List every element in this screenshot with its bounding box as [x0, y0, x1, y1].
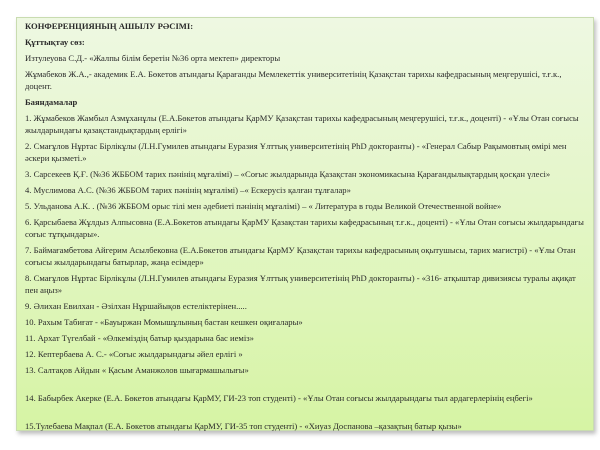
report-item: 10. Рахым Табиғат - «Бауыржан Момышұлының бастан кешкен оқиғалары» [25, 317, 303, 327]
program-panel [16, 17, 594, 431]
greeting-item: Жұмабеков Ж.А.,- академик Е.А. Бөкетов атындағы Қарағанды Мемлекеттік университетінің Қазақстан тарихы кафедрасының меңгерушісі, т.ғ.к., доцент. [25, 69, 562, 91]
report-item: 12. Кептербаева А. С.- «Соғыс жылдарындағы әйел ерлігі » [25, 349, 243, 359]
report-item: 4. Муслимова А.С. (№36 ЖББОМ тарих пәнінің мұғалімі) –« Ескерусіз қалған тұлғалар» [25, 185, 351, 195]
report-item: 11. Архат Түгелбай - «Өлкемiздiң батыр қыздарына бас иеміз» [25, 333, 254, 343]
greeting-item: Изтулеуова С.Д.- «Жалпы білім беретін №36 орта мектеп» директоры [25, 53, 281, 63]
report-item: 7. Баймағамбетова Айгерим Асылбековна (Е.А.Бөкетов атындағы ҚарМУ Қазақстан тарихы кафедрасының оқытушысы, тарих магистрі) - «Ұлы Отан соғысы жылдарындағы батырлар, жаңа есімдер» [25, 245, 576, 267]
report-item: 1. Жұмабеков Жамбыл Азмұханұлы (Е.А.Бөкетов атындағы ҚарМУ Қазақстан тарихы кафедрасының меңгерушісі, т.ғ.к., доценті) - «Ұлы Отан соғысы жылдарындағы қазақстандықтардың ерлігі» [25, 113, 579, 135]
report-item: 5. Ульданова А.К. . (№36 ЖББОМ орыс тілі мен әдебиеті пәнінің мұғалімі) – « Литература в годы Великой Отечественной войне» [25, 201, 502, 211]
report-item: 2. Смағұлов Нұртас Бірлікұлы (Л.Н.Гумилев атындағы Еуразия Ұлттық университетінің PhD докторанты) - «Генерал Сабыр Рақымовтың өмірі мен әскери қызметі.» [25, 141, 567, 163]
report-item: 14. Бабырбек Акерке (Е.А. Бөкетов атындағы ҚарМУ, ГИ-23 топ студенті) - «Ұлы Отан соғысы жылдарындағы тыл ардагерлерінің еңбегі» [25, 393, 533, 403]
page-title: КОНФЕРЕНЦИЯНЫҢ АШЫЛУ РӘСІМІ: [25, 21, 194, 31]
report-item: 6. Қарсыбаева Жұлдыз Алпысовна (Е.А.Бөкетов атындағы ҚарМУ Қазақстан тарихы кафедрасының т.ғ.к., доценті) - «Ұлы Отан соғысы жылдарындағы соғыс тұтқындары». [25, 217, 584, 239]
report-item: 8. Смағұлов Нұртас Бірлікұлы (Л.Н.Гумилев атындағы Еуразия Ұлттық университетінің PhD докторанты) - «316- атқыштар дивизиясы туралы ақиқат пен аңыз» [25, 273, 576, 295]
report-item: 13. Салтақов Айдын « Қасым Аманжолов шығармашылығы» [25, 365, 249, 375]
reports-heading: Баяндамалар [25, 97, 78, 107]
report-item: 3. Сарсекеев Қ.Ғ. (№36 ЖББОМ тарих пәнінің мұғалімі) – «Соғыс жылдарында Қазақстан экономикасына Қарағандылықтардың қосқан үлесі» [25, 169, 551, 179]
greeting-heading: Құттықтау сөз: [25, 37, 85, 47]
report-item: 9. Әлихан Евилхан - Әзілхан Нұршайықов естеліктерінен..... [25, 301, 247, 311]
report-item: 15.Тулебаева Мақпал (Е.А. Бөкетов атындағы ҚарМУ, ГИ-35 топ студенті) - «Хиуаз Доспанова –қазақтың батыр қызы» [25, 421, 462, 431]
